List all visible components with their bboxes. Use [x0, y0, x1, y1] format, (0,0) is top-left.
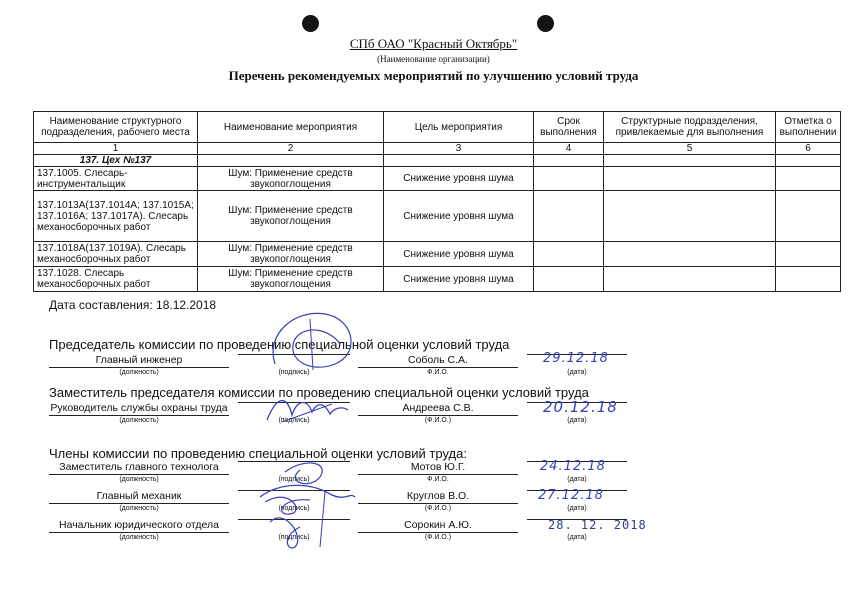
signature-caption: (подпись)	[278, 369, 310, 376]
member-name: Круглов В.О.	[358, 490, 518, 504]
deputy-date-handwritten: 20.12.18	[543, 398, 618, 416]
table-row	[34, 242, 841, 267]
signature-caption: (подпись)	[278, 417, 310, 424]
signature-caption: (подпись)	[278, 505, 310, 512]
member-date-handwritten: 24.12.18	[540, 459, 606, 474]
cell-mark	[776, 191, 841, 242]
member-date-handwritten: 28. 12. 2018	[548, 518, 647, 532]
header-goal: Цель мероприятия	[384, 112, 534, 143]
group-label: 137. Цех №137	[34, 155, 198, 167]
position-caption: (должность)	[119, 505, 159, 512]
column-number: 4	[534, 143, 604, 155]
table-row	[34, 191, 841, 242]
table-header-row	[34, 112, 841, 143]
cell-measure: Шум: Применение средств звукопоглощения	[198, 267, 384, 292]
member-name: Сорокин А.Ю.	[358, 519, 518, 533]
signature-caption: (подпись)	[278, 534, 310, 541]
deputy-name: Андреева С.В.	[358, 402, 518, 416]
header-measure: Наименование мероприятия	[198, 112, 384, 143]
position-caption: (должность)	[119, 417, 159, 424]
header-departments: Структурные подразделения, привлекаемые для выполнения	[604, 112, 776, 143]
members-signatures-icon	[250, 452, 360, 552]
signature-caption: (подпись)	[278, 476, 310, 483]
fio-caption: (Ф.И.О.)	[424, 505, 452, 512]
cell-measure: Шум: Применение средств звукопоглощения	[198, 191, 384, 242]
deputy-heading: Заместитель председателя комиссии по проведению специальной оценки условий труда	[49, 385, 589, 400]
header-mark: Отметка о выполнении	[776, 112, 841, 143]
chairman-signature-icon	[265, 304, 365, 374]
chairman-position: Главный инженер	[49, 354, 229, 368]
fio-caption: Ф.И.О.	[427, 369, 449, 376]
position-caption: (должность)	[119, 369, 159, 376]
cell-departments	[604, 242, 776, 267]
measures-table	[33, 111, 841, 292]
cell-measure: Шум: Применение средств звукопоглощения	[198, 242, 384, 267]
cell-mark	[776, 267, 841, 292]
cell-due	[534, 242, 604, 267]
date-caption: (дата)	[567, 505, 587, 512]
organization-caption: (Наименование организации)	[377, 54, 490, 64]
cell-due	[534, 191, 604, 242]
position-caption: (должность)	[119, 476, 159, 483]
organization-name: СПб ОАО "Красный Октябрь"	[349, 36, 518, 51]
fio-caption: Ф.И.О.	[427, 476, 449, 483]
column-number: 5	[604, 143, 776, 155]
column-number: 2	[198, 143, 384, 155]
member-date-handwritten: 27.12.18	[538, 488, 604, 503]
compiled-date: Дата составления: 18.12.2018	[49, 298, 217, 312]
column-number: 3	[384, 143, 534, 155]
cell-unit: 137.1028. Слесарь механосборочных работ	[34, 267, 198, 292]
cell-mark	[776, 167, 841, 191]
group-row	[34, 155, 841, 167]
table-row	[34, 167, 841, 191]
date-caption: (дата)	[567, 417, 587, 424]
cell-unit: 137.1018А(137.1019А). Слесарь механосборочных работ	[34, 242, 198, 267]
cell-unit: 137.1013А(137.1014А; 137.1015А; 137.1016А; 137.1017А). Слесарь механосборочных работ	[34, 191, 198, 242]
chairman-heading: Председатель комиссии по проведению специальной оценки условий труда	[49, 337, 510, 352]
deputy-signature-icon	[262, 390, 352, 430]
cell-goal: Снижение уровня шума	[384, 267, 534, 292]
position-caption: (должность)	[119, 534, 159, 541]
cell-mark	[776, 242, 841, 267]
date-caption: (дата)	[567, 476, 587, 483]
date-caption: (дата)	[567, 534, 587, 541]
cell-goal: Снижение уровня шума	[384, 191, 534, 242]
cell-departments	[604, 191, 776, 242]
member-position: Главный механик	[49, 490, 229, 504]
cell-measure: Шум: Применение средств звукопоглощения	[198, 167, 384, 191]
cell-departments	[604, 167, 776, 191]
table-row	[34, 267, 841, 292]
header-due: Срок выполнения	[534, 112, 604, 143]
column-numbers-row	[34, 143, 841, 155]
fio-caption: (Ф.И.О.)	[424, 417, 452, 424]
document-title: Перечень рекомендуемых мероприятий по улучшению условий труда	[228, 68, 639, 83]
cell-due	[534, 267, 604, 292]
cell-departments	[604, 267, 776, 292]
member-name: Мотов Ю.Г.	[358, 461, 518, 475]
chairman-date-handwritten: 29.12.18	[543, 351, 609, 366]
cell-goal: Снижение уровня шума	[384, 167, 534, 191]
member-position: Начальник юридического отдела	[49, 519, 229, 533]
binder-hole-left	[302, 15, 319, 32]
chairman-name: Соболь С.А.	[358, 354, 518, 368]
fio-caption: (Ф.И.О.)	[424, 534, 452, 541]
cell-due	[534, 167, 604, 191]
column-number: 6	[776, 143, 841, 155]
members-heading: Члены комиссии по проведению специальной оценки условий труда:	[49, 446, 467, 461]
binder-hole-right	[537, 15, 554, 32]
date-caption: (дата)	[567, 369, 587, 376]
cell-unit: 137.1005. Слесарь-инструментальщик	[34, 167, 198, 191]
cell-goal: Снижение уровня шума	[384, 242, 534, 267]
deputy-position: Руководитель службы охраны труда	[50, 402, 228, 414]
member-position: Заместитель главного технолога	[49, 461, 229, 475]
header-unit: Наименование структурного подразделения, рабочего места	[34, 112, 198, 143]
column-number: 1	[34, 143, 198, 155]
